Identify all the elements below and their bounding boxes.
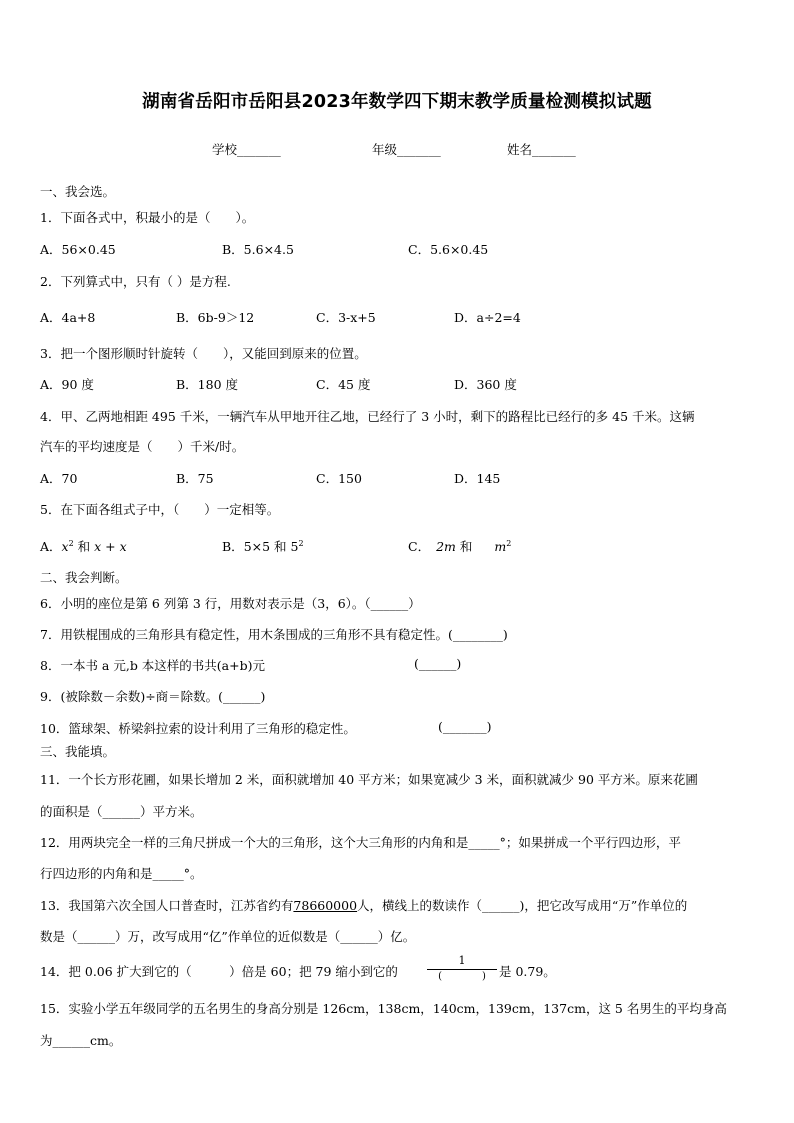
question-5-stem: 5．在下面各组式子中，（ ）一定相等。 xyxy=(40,502,280,517)
question-13-text-a: 13．我国第六次全国人口普查时，江苏省约有 xyxy=(40,898,294,913)
name-field: 姓名_______ xyxy=(507,142,576,157)
question-8-stem: 8．一本书 a 元,b 本这样的书共(a+b)元 xyxy=(40,658,265,673)
option-c-prefix: C． xyxy=(408,539,431,554)
question-5-option-a xyxy=(40,537,127,555)
question-1-option-a: A．56×0.45 xyxy=(40,242,116,257)
exponent: 2 xyxy=(506,538,512,548)
fraction xyxy=(427,954,497,983)
question-3-option-a: A．90 度 xyxy=(40,377,94,392)
question-13-line2: 数是（______）万，改写成用“亿”作单位的近似数是（______）亿。 xyxy=(40,929,416,944)
question-2-option-d: D．a÷2=4 xyxy=(454,310,521,325)
question-4-option-d: D．145 xyxy=(454,471,501,486)
fraction-bar xyxy=(427,969,497,970)
question-1-option-b: B．5.6×4.5 xyxy=(222,242,294,257)
question-6: 6．小明的座位是第 6 列第 3 行，用数对表示是（3，6）。（______） xyxy=(40,596,421,611)
option-b-prefix: B． xyxy=(222,539,244,554)
math-x-plus-x: x + x xyxy=(94,539,127,554)
question-3-option-b: B．180 度 xyxy=(176,377,239,392)
question-2-option-c: C．3-x+5 xyxy=(316,310,376,325)
question-13-line1 xyxy=(40,896,687,914)
question-14-part2: 是 0.79。 xyxy=(499,964,556,979)
question-10-blank: (_______) xyxy=(438,719,492,734)
math-2m: 2m xyxy=(436,539,456,554)
page-title: 湖南省岳阳市岳阳县2023年数学四下期末教学质量检测模拟试题 xyxy=(142,92,652,112)
question-9: 9．(被除数－余数)÷商＝除数。(______) xyxy=(40,689,266,704)
fraction-denominator: ( ) xyxy=(438,971,486,982)
math-m: m xyxy=(494,539,507,554)
question-13-text-b: 人，横线上的数读作（______)，把它改写成用“万”作单位的 xyxy=(357,898,688,913)
section-heading-fill: 三、我能填。 xyxy=(40,744,116,759)
question-4-stem-line1: 4．甲、乙两地相距 495 千米，一辆汽车从甲地开往乙地，已经行了 3 小时，剩下的路程比已经行的多 45 千米。这辆 xyxy=(40,409,695,424)
underlined-number: 78660000 xyxy=(293,898,358,913)
question-11-line2: 的面积是（______）平方米。 xyxy=(40,804,203,819)
and-word: 和 xyxy=(455,539,473,554)
school-field: 学校_______ xyxy=(212,142,281,157)
option-a-prefix: A． xyxy=(40,539,62,554)
grade-field: 年级_______ xyxy=(372,142,441,157)
question-4-option-b: B．75 xyxy=(176,471,214,486)
question-4-option-c: C．150 xyxy=(316,471,362,486)
question-4-stem-line2: 汽车的平均速度是（ ）千米/时。 xyxy=(40,439,245,454)
question-2-option-a: A．4a+8 xyxy=(40,310,96,325)
and-word: 和 xyxy=(73,539,95,554)
question-2-stem: 2．下列算式中，只有（ ）是方程. xyxy=(40,274,231,289)
question-5-option-b xyxy=(222,537,304,555)
question-15-line1: 15．实验小学五年级同学的五名男生的身高分别是 126cm，138cm，140cm，139cm，137cm，这 5 名男生的平均身高 xyxy=(40,1001,727,1016)
question-14-part1: 14．把 0.06 扩大到它的（ ）倍是 60；把 79 缩小到它的 xyxy=(40,964,398,979)
math-x: x xyxy=(61,539,69,554)
section-heading-judge: 二、我会判断。 xyxy=(40,570,128,585)
question-4-option-a: A．70 xyxy=(40,471,78,486)
question-3-option-c: C．45 度 xyxy=(316,377,371,392)
math-expression: 5×5 和 5 xyxy=(243,539,299,554)
section-heading-choice: 一、我会选。 xyxy=(40,184,116,199)
question-7: 7．用铁棍围成的三角形具有稳定性，用木条围成的三角形不具有稳定性。(________) xyxy=(40,627,508,642)
question-1-stem: 1．下面各式中，积最小的是（ ）。 xyxy=(40,210,255,225)
question-10-stem: 10．篮球架、桥梁斜拉索的设计利用了三角形的稳定性。 xyxy=(40,721,356,736)
exponent: 2 xyxy=(298,538,304,548)
question-12-line1: 12．用两块完全一样的三角尺拼成一个大的三角形，这个大三角形的内角和是_____°；如果拼成一个平行四边形，平 xyxy=(40,835,681,850)
question-11-line1: 11．一个长方形花圃，如果长增加 2 米，面积就增加 40 平方米；如果宽减少 3 米，面积就减少 90 平方米。原来花圃 xyxy=(40,772,698,787)
question-3-option-d: D．360 度 xyxy=(454,377,517,392)
question-1-option-c: C．5.6×0.45 xyxy=(408,242,489,257)
question-5-option-c xyxy=(408,537,511,555)
question-2-option-b: B．6b-9＞12 xyxy=(176,310,255,325)
fraction-numerator: 1 xyxy=(458,954,466,967)
question-8-blank: (______) xyxy=(414,656,462,671)
exponent: 2 xyxy=(68,538,74,548)
question-3-stem: 3．把一个图形顺时针旋转（ ），又能回到原来的位置。 xyxy=(40,346,367,361)
question-12-line2: 行四边形的内角和是_____°。 xyxy=(40,866,203,881)
question-15-line2: 为______cm。 xyxy=(40,1033,122,1048)
